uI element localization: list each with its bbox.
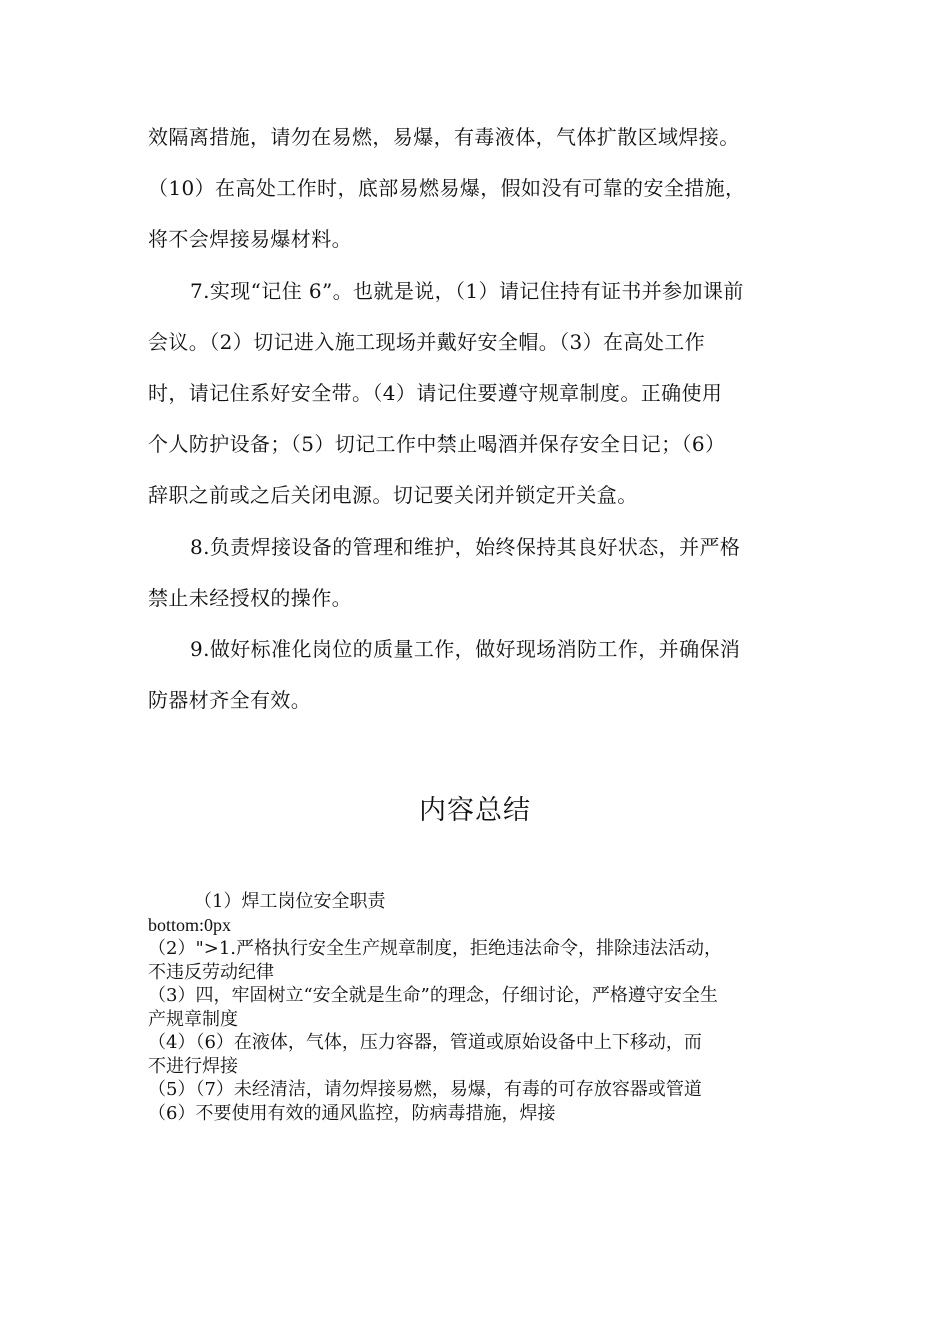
summary-line: （4）（6）在液体，气体，压力容器，管道或原始设备中上下移动，而: [148, 1032, 702, 1053]
body-line: 时，请记住系好安全带。（4）请记住要遵守规章制度。正确使用: [148, 380, 723, 405]
body-line: 7.实现“记住 6”。也就是说，（1）请记住持有证书并参加课前: [190, 278, 744, 303]
summary-line: bottom:0px: [148, 914, 232, 935]
summary-line: （3）四，牢固树立“安全就是生命”的理念，仔细讨论，严格遵守安全生: [148, 985, 718, 1006]
body-line: 个人防护设备；（5）切记工作中禁止喝酒并保存安全日记；（6）: [148, 432, 726, 457]
summary-line: （2）">1.严格执行安全生产规章制度，拒绝违法命令，排除违法活动，: [148, 938, 722, 959]
body-line: 会议。（2）切记进入施工现场并戴好安全帽。（3）在高处工作: [148, 329, 706, 354]
body-line: 9.做好标准化岗位的质量工作，做好现场消防工作，并确保消: [190, 636, 741, 661]
body-line: 禁止未经授权的操作。: [148, 585, 352, 610]
summary-line: （6）不要使用有效的通风监控，防病毒措施，焊接: [148, 1102, 556, 1124]
body-text: [148, 112, 798, 726]
summary-line: 不违反劳动纪律: [148, 961, 274, 983]
body-line: 效隔离措施，请勿在易燃，易爆，有毒液体，气体扩散区域焊接。: [148, 125, 740, 149]
body-line: （10）在高处工作时，底部易燃易爆，假如没有可靠的安全措施，: [148, 176, 746, 201]
body-line: 将不会焊接易爆材料。: [148, 227, 352, 252]
summary-line: （1）焊工岗位安全职责: [194, 891, 386, 912]
body-line: 防器材齐全有效。: [148, 688, 312, 713]
summary-list: [148, 890, 808, 1125]
body-line: 8.负责焊接设备的管理和维护，始终保持其良好状态，并严格: [190, 534, 741, 559]
summary-line: 不进行焊接: [148, 1055, 238, 1077]
body-line: 辞职之前或之后关闭电源。切记要关闭并锁定开关盒。: [148, 483, 638, 508]
summary-heading: 内容总结: [419, 795, 531, 826]
summary-line: （5）（7）未经清洁，请勿焊接易燃，易爆，有毒的可存放容器或管道: [148, 1079, 702, 1100]
summary-line: 产规章制度: [148, 1008, 238, 1030]
